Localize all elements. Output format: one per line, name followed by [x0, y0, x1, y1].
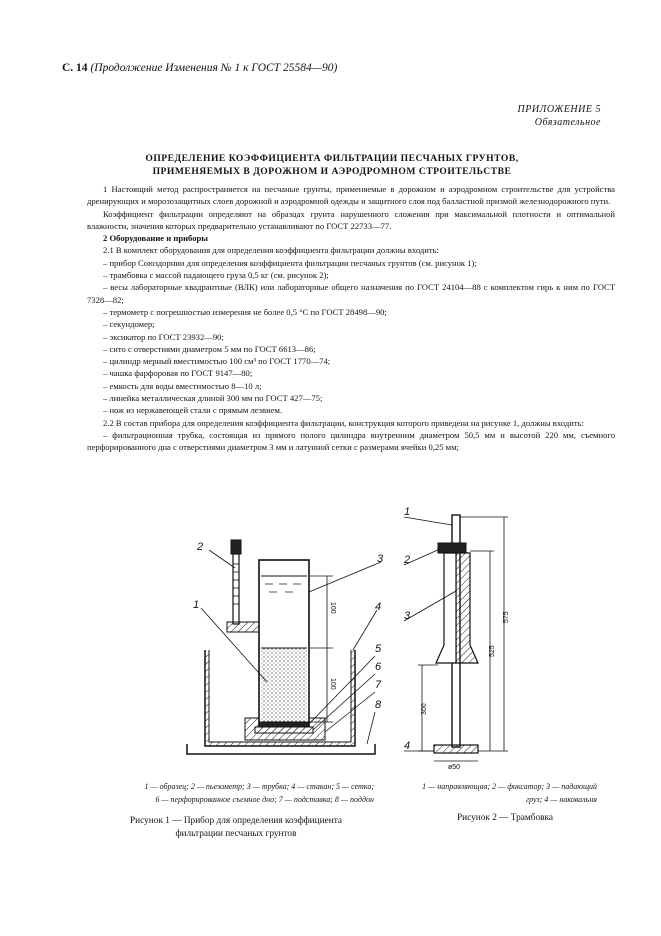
title-line-1: ОПРЕДЕЛЕНИЕ КОЭФФИЦИЕНТА ФИЛЬТРАЦИИ ПЕСЧАНЫХ ГРУНТОВ,	[145, 153, 519, 164]
legend-line: 1 — направляющая; 2 — фиксатор; 3 — падающий	[422, 782, 597, 791]
legend-line: 6 — перфорированное съемное дно; 7 — подставка; 8 — поддон	[155, 794, 374, 804]
piezometer-mount	[227, 622, 259, 632]
section-heading-2: 2 Оборудование и приборы	[103, 233, 209, 244]
dimension-lines	[309, 576, 333, 722]
list-item: – емкость для воды вместимостью 8—10 л;	[103, 380, 262, 391]
sample-shape	[261, 648, 307, 722]
list-item: – эксикатор по ГОСТ 23932—90;	[103, 331, 224, 342]
caption-line: фильтрации песчаных грунтов	[175, 828, 297, 839]
legend-line: 1 — образец; 2 — пьезометр; 3 — трубка; 4 — стакан; 5 — сетка;	[144, 782, 374, 791]
legend-line: груз; 4 — наковальня	[526, 794, 597, 804]
figure-2-caption: Рисунок 2 — Трамбовка	[456, 813, 554, 823]
appendix-label	[518, 103, 602, 129]
anvil-shape	[434, 745, 478, 753]
figure-1-caption	[96, 815, 376, 840]
paragraph-2-2: 2.2 В состав прибора для определения коэффициента фильтрации, конструкция которого приведена на рисунке 1, должны входить:	[103, 417, 584, 428]
apparatus-drawing	[187, 540, 381, 754]
callout-3: 3	[377, 553, 384, 565]
paragraph-2-1: 2.1 В комплект оборудования для определения коэффициента фильтрации должны входить:	[103, 245, 439, 256]
appendix-title: ПРИЛОЖЕНИЕ 5	[517, 104, 601, 115]
list-item: – линейка металлическая длиной 300 мм по ГОСТ 427—75;	[103, 393, 323, 404]
callout-1: 1	[193, 599, 200, 611]
body-text	[87, 183, 615, 454]
callout-6: 6	[375, 661, 382, 673]
callout-4: 4	[404, 740, 411, 752]
caption-line: Рисунок 1 — Прибор для определения коэффициента	[129, 816, 343, 826]
list-item: – сито с отверстиями диаметром 5 мм по ГОСТ 6613—86;	[103, 343, 316, 354]
weight-left-shape	[436, 553, 456, 663]
figure-1-dimensions	[329, 602, 336, 690]
callout-1: 1	[404, 506, 411, 518]
list-item: – нож из нержавеющей стали с прямым лезвием.	[103, 405, 283, 416]
dimension-label: 100	[329, 678, 336, 690]
piezometer-tube	[233, 554, 239, 624]
callout-3: 3	[404, 610, 411, 622]
callout-2: 2	[197, 541, 204, 553]
page-number: С. 14	[62, 62, 88, 74]
list-item: – весы лабораторные квадрантные (ВЛК) или лабораторные общего назначения по ГОСТ 24104—88 с комплектом гирь к ним по ГОСТ 7328—82;	[87, 282, 615, 305]
figure-2-labels	[403, 506, 411, 752]
list-item: – прибор Союздорнии для определения коэффициента фильтрации песчаных грунтов (см. рисунок 1);	[103, 257, 477, 268]
figure-2-rammer	[400, 505, 520, 773]
perforated-bottom-shape	[255, 727, 313, 733]
callout-5: 5	[375, 643, 382, 655]
title-line-2: ПРИМЕНЯЕМЫХ В ДОРОЖНОМ И АЭРОДРОМНОМ СТРОИТЕЛЬСТВЕ	[152, 166, 512, 177]
appendix-status: Обязательное	[534, 117, 601, 128]
weight-shape	[456, 553, 478, 663]
list-item: – трамбовка с массой падающего груза 0,5 кг (см. рисунок 2);	[103, 270, 329, 281]
dimension-label: 525	[489, 645, 496, 657]
dimension-label: 100	[329, 602, 336, 614]
paragraph-2: Коэффициент фильтрации определяют на образцах грунта нарушенного сложения при максимальной плотности и оптимальной влажности, значения которых предварительно устанавливают по ГОСТ 22733—77.	[87, 208, 615, 231]
dimension-label: ø50	[448, 764, 461, 771]
callout-8: 8	[375, 699, 382, 711]
fixer-shape	[438, 543, 466, 553]
paragraph-1: 1 Настоящий метод распространяется на песчаные грунты, применяемые в дорожном и аэродромном строительстве для устройства дренирующих и морозозащитных слоев дорожной и аэродромной одежды и защитного слоя под балластной призмой железнодорожного пути.	[87, 184, 615, 207]
callout-2: 2	[404, 554, 411, 566]
callout-4: 4	[375, 601, 382, 613]
dimension-label: 575	[503, 611, 510, 623]
piezometer-cap	[231, 540, 241, 554]
dimension-label: 300	[421, 703, 428, 715]
rammer-drawing	[404, 515, 508, 761]
mesh-shape	[259, 722, 309, 727]
header-continuation: (Продолжение Изменения № 1 к ГОСТ 25584—90)	[90, 62, 338, 74]
figure-2-legend	[397, 781, 597, 806]
document-title	[62, 152, 602, 178]
list-item: – фильтрационная трубка, состоящая из прямого полого цилиндра внутренним диаметром 50,5 мм и высотой 220 мм, съемного перфорированного дна с отверстиями диаметром 3 мм и латунной сетки с размерами ячейки 0,25 мм;	[87, 429, 615, 453]
callout-7: 7	[375, 679, 382, 691]
figure-1-legend	[92, 781, 374, 806]
list-item: – секундомер;	[103, 319, 155, 330]
list-item: – цилиндр мерный вместимостью 100 см³ по ГОСТ 1770—74;	[103, 356, 331, 367]
list-item: – чашка фарфоровая по ГОСТ 9147—80;	[103, 368, 253, 379]
figure-1-filtration-apparatus	[175, 532, 395, 772]
page-header	[62, 62, 337, 74]
list-item: – термометр с погрешностью измерения не более 0,5 °С по ГОСТ 28498—90;	[103, 306, 387, 317]
